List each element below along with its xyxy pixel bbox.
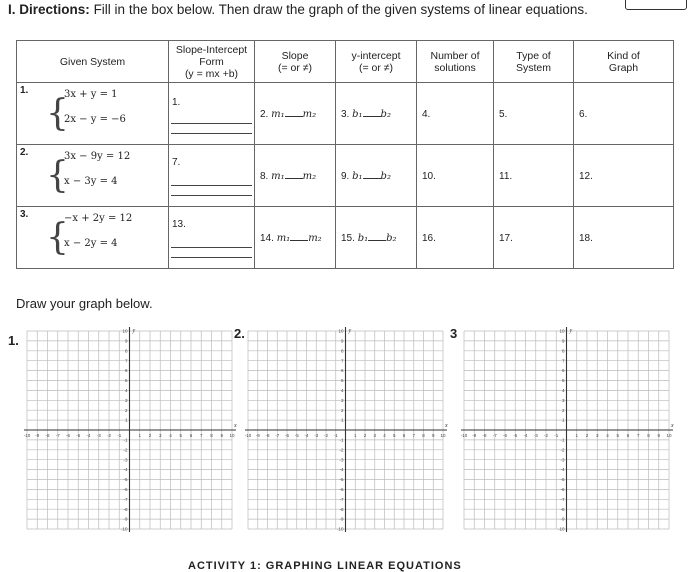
x-tick-label: -7 — [492, 433, 497, 438]
directions-number: I. — [8, 2, 16, 17]
y-tick-label: 9 — [561, 338, 565, 344]
header-line: Given System — [59, 55, 126, 68]
x-tick-label: -8 — [482, 433, 487, 438]
x-tick-label: 9 — [220, 433, 224, 438]
coordinate-grid-1[interactable] — [23, 328, 237, 532]
directions-bold: Directions: — [19, 2, 90, 17]
row-number: 3. — [20, 209, 29, 220]
header-given-system — [17, 41, 169, 83]
y-axis-label: y — [569, 328, 573, 334]
x-tick-label: 6 — [402, 433, 406, 438]
answer-line[interactable] — [171, 185, 252, 186]
y-axis-label: y — [348, 328, 352, 334]
header-line: Slope-Intercept — [175, 43, 248, 56]
y-tick-label: 2 — [340, 407, 344, 413]
x-axis-label: x — [671, 423, 674, 429]
coordinate-grid-2[interactable] — [244, 328, 448, 532]
y-tick-label: 9 — [340, 338, 344, 344]
y-tick-label: 8 — [124, 348, 128, 354]
x-tick-label: 10 — [229, 433, 235, 438]
header-line: System — [515, 61, 551, 74]
score-box — [625, 0, 687, 10]
x-tick-label: -2 — [323, 433, 329, 438]
x-tick-label: -3 — [96, 433, 101, 438]
x-tick-label: -9 — [255, 433, 260, 438]
y-tick-label: 5 — [561, 378, 565, 384]
x-axis-label: x — [445, 423, 448, 429]
x-tick-label: -5 — [513, 433, 518, 438]
item-number: 7. — [172, 157, 181, 168]
item-number: 1. — [172, 97, 181, 108]
x-tick-label: -2 — [543, 433, 549, 438]
y-tick-label: -6 — [339, 487, 344, 492]
blank-field[interactable] — [368, 240, 386, 241]
y-tick-label: -4 — [123, 467, 128, 473]
blank-field[interactable] — [363, 116, 381, 117]
header-line: Kind of — [607, 49, 640, 62]
draw-caption: Draw your graph below. — [16, 296, 153, 311]
item-number: 18. — [579, 233, 593, 244]
y-tick-label: 6 — [124, 368, 128, 374]
graph-1-label: 1. — [8, 333, 19, 348]
x-tick-label: -4 — [86, 433, 91, 438]
header-type-of-system — [494, 41, 574, 83]
x-tick-label: -8 — [45, 433, 50, 438]
header-line: Number of — [430, 49, 480, 62]
systems-table — [16, 40, 674, 269]
slope-intercept-cell[interactable] — [169, 207, 255, 269]
y-tick-label: -6 — [123, 487, 128, 492]
graph-3-label: 3 — [450, 326, 458, 341]
x-tick-label: 7 — [412, 433, 416, 438]
given-system-cell — [17, 207, 169, 269]
y-tick-label: -10 — [557, 526, 565, 532]
x-tick-label: 10 — [440, 433, 446, 438]
y-tick-label: 3 — [561, 397, 565, 403]
x-tick-label: 4 — [169, 433, 172, 438]
table-row — [17, 207, 674, 269]
row-number: 2. — [20, 147, 29, 158]
equation-2: x − 2y = 4 — [64, 238, 118, 249]
x-tick-label: 4 — [606, 433, 609, 438]
x-tick-label: -10 — [244, 433, 252, 438]
x-tick-label: 8 — [647, 433, 650, 438]
x-tick-label: 2 — [585, 433, 589, 438]
given-system-cell — [17, 83, 169, 145]
activity-title: ACTIVITY 1: GRAPHING LINEAR EQUATIONS — [188, 560, 462, 572]
table-header-row — [17, 41, 674, 83]
x-tick-label: 6 — [626, 433, 630, 438]
x-tick-label: 7 — [199, 433, 203, 438]
y-tick-label: -9 — [339, 516, 344, 522]
blank-field[interactable] — [285, 116, 303, 117]
y-tick-label: 4 — [561, 388, 565, 393]
x-tick-label: 5 — [616, 433, 620, 438]
y-tick-label: 2 — [561, 407, 565, 413]
y-tick-label: 7 — [561, 358, 565, 364]
y-tick-label: -8 — [339, 506, 344, 512]
header-slope-intercept — [169, 41, 255, 83]
kind-cell[interactable] — [574, 83, 674, 145]
type-cell[interactable] — [494, 207, 574, 269]
y-tick-label: 9 — [124, 338, 128, 344]
x-tick-label: 3 — [158, 433, 162, 438]
y-tick-label: -1 — [560, 437, 565, 443]
y-tick-label: -9 — [560, 516, 565, 522]
item-number: 11. — [499, 171, 513, 182]
type-cell[interactable] — [494, 145, 574, 207]
y-tick-label: -1 — [339, 437, 344, 443]
y-tick-label: -9 — [123, 516, 128, 522]
answer-line[interactable] — [171, 195, 252, 196]
y-tick-label: 8 — [340, 348, 344, 354]
x-tick-label: -9 — [472, 433, 477, 438]
slope-intercept-cell[interactable] — [169, 145, 255, 207]
graph-2-label: 2. — [234, 326, 245, 341]
x-tick-label: -8 — [265, 433, 270, 438]
brace-symbol: { — [46, 93, 69, 134]
y-tick-label: -5 — [123, 477, 128, 483]
x-tick-label: -5 — [76, 433, 81, 438]
header-line: (= or ≠) — [277, 61, 313, 74]
y-tick-label: -10 — [336, 526, 344, 532]
solutions-cell[interactable] — [417, 145, 494, 207]
x-tick-label: -7 — [275, 433, 280, 438]
x-tick-label: -6 — [502, 433, 508, 438]
slope-compare: 14. m₁ m₂ — [260, 233, 322, 244]
x-tick-label: -1 — [117, 433, 122, 438]
equation-1: 3x − 9y = 12 — [64, 151, 131, 162]
y-tick-label: -2 — [339, 447, 344, 453]
y-tick-label: 7 — [124, 358, 128, 364]
intercept-compare: 15. b₁ b₂ — [341, 233, 397, 244]
x-tick-label: 6 — [189, 433, 193, 438]
item-number: 10. — [422, 171, 436, 182]
x-tick-label: -5 — [294, 433, 299, 438]
equation-1: −x + 2y = 12 — [64, 213, 133, 224]
x-tick-label: -4 — [304, 433, 309, 438]
slope-cell[interactable] — [255, 207, 336, 269]
item-number: 13. — [172, 219, 186, 230]
item-number: 5. — [499, 109, 508, 120]
y-tick-label: -7 — [123, 496, 128, 502]
y-tick-label: 6 — [340, 368, 344, 374]
equation-2: 2x − y = −6 — [64, 114, 126, 125]
y-tick-label: -2 — [123, 447, 128, 453]
item-number: 4. — [422, 109, 431, 120]
row-number: 1. — [20, 85, 29, 96]
blank-field[interactable] — [290, 240, 308, 241]
brace-symbol: { — [46, 155, 69, 196]
x-tick-label: 5 — [392, 433, 396, 438]
answer-line[interactable] — [171, 123, 252, 124]
y-tick-label: -8 — [123, 506, 128, 512]
y-tick-label: 2 — [124, 407, 128, 413]
x-tick-label: -1 — [333, 433, 338, 438]
type-cell[interactable] — [494, 83, 574, 145]
y-tick-label: -6 — [560, 487, 565, 492]
y-intercept-cell[interactable] — [336, 145, 417, 207]
y-tick-label: 1 — [124, 417, 128, 423]
header-line: solutions — [434, 61, 476, 74]
header-line: Graph — [608, 61, 639, 74]
x-tick-label: 5 — [179, 433, 183, 438]
y-tick-label: -7 — [339, 496, 344, 502]
header-y-intercept — [336, 41, 417, 83]
item-number: 6. — [579, 109, 588, 120]
given-system-cell — [17, 145, 169, 207]
header-line: (= or ≠) — [358, 61, 394, 74]
x-tick-label: 9 — [657, 433, 661, 438]
y-intercept-cell[interactable] — [336, 83, 417, 145]
x-tick-label: 8 — [422, 433, 425, 438]
x-tick-label: 3 — [595, 433, 599, 438]
x-tick-label: -10 — [460, 433, 468, 438]
answer-line[interactable] — [171, 133, 252, 134]
y-tick-label: -4 — [339, 467, 344, 473]
header-kind-of-graph — [574, 41, 674, 83]
solutions-cell[interactable] — [417, 207, 494, 269]
y-intercept-cell[interactable] — [336, 207, 417, 269]
y-tick-label: 6 — [561, 368, 565, 374]
intercept-compare: 3. b₁ b₂ — [341, 109, 391, 120]
x-tick-label: 1 — [138, 433, 142, 438]
x-tick-label: -3 — [314, 433, 319, 438]
item-number: 17. — [499, 233, 513, 244]
x-tick-label: 1 — [575, 433, 579, 438]
y-tick-label: -7 — [560, 496, 565, 502]
x-axis-label: x — [234, 423, 237, 429]
x-tick-label: -6 — [284, 433, 290, 438]
x-tick-label: 1 — [353, 433, 357, 438]
y-tick-label: 1 — [340, 417, 344, 423]
y-tick-label: 7 — [340, 358, 344, 364]
x-tick-label: 4 — [383, 433, 386, 438]
x-tick-label: 8 — [210, 433, 213, 438]
x-tick-label: -9 — [35, 433, 40, 438]
blank-field[interactable] — [363, 178, 381, 179]
x-tick-label: -2 — [106, 433, 112, 438]
y-tick-label: 3 — [124, 397, 128, 403]
header-slope — [255, 41, 336, 83]
y-tick-label: 10 — [338, 328, 344, 334]
header-line: (y = mx +b) — [184, 67, 239, 80]
y-axis-label: y — [132, 328, 136, 334]
answer-line[interactable] — [171, 247, 252, 248]
header-line: Form — [199, 55, 224, 68]
x-tick-label: -6 — [65, 433, 71, 438]
y-tick-label: -3 — [560, 457, 565, 463]
x-tick-label: -10 — [23, 433, 31, 438]
y-tick-label: 8 — [561, 348, 565, 354]
blank-field[interactable] — [285, 178, 303, 179]
intercept-compare: 9. b₁ b₂ — [341, 171, 391, 182]
equation-2: x − 3y = 4 — [64, 176, 118, 187]
x-tick-label: 3 — [373, 433, 377, 438]
slope-cell[interactable] — [255, 83, 336, 145]
x-tick-label: 9 — [431, 433, 435, 438]
x-tick-label: 2 — [148, 433, 152, 438]
x-tick-label: -7 — [55, 433, 60, 438]
kind-cell[interactable] — [574, 145, 674, 207]
directions-text: Fill in the box below. Then draw the graph of the given systems of linear equations. — [93, 2, 588, 17]
answer-line[interactable] — [171, 257, 252, 258]
slope-cell[interactable] — [255, 145, 336, 207]
y-tick-label: -5 — [560, 477, 565, 483]
slope-intercept-cell[interactable] — [169, 83, 255, 145]
brace-symbol: { — [46, 217, 69, 258]
x-tick-label: 10 — [666, 433, 672, 438]
kind-cell[interactable] — [574, 207, 674, 269]
y-tick-label: -2 — [560, 447, 565, 453]
table-row — [17, 83, 674, 145]
solutions-cell[interactable] — [417, 83, 494, 145]
table-row — [17, 145, 674, 207]
x-tick-label: 7 — [636, 433, 640, 438]
y-tick-label: -5 — [339, 477, 344, 483]
coordinate-grid-3[interactable] — [460, 328, 674, 532]
header-number-of-solutions — [417, 41, 494, 83]
equation-1: 3x + y = 1 — [64, 89, 118, 100]
x-tick-label: -3 — [533, 433, 538, 438]
y-tick-label: 10 — [559, 328, 565, 334]
y-tick-label: -3 — [123, 457, 128, 463]
slope-compare: 2. m₁ m₂ — [260, 109, 317, 120]
x-tick-label: -1 — [554, 433, 559, 438]
y-tick-label: 10 — [122, 328, 128, 334]
x-tick-label: -4 — [523, 433, 528, 438]
y-tick-label: 1 — [561, 417, 565, 423]
y-tick-label: 5 — [124, 378, 128, 384]
directions — [8, 2, 588, 17]
slope-compare: 8. m₁ m₂ — [260, 171, 317, 182]
x-tick-label: 2 — [363, 433, 367, 438]
y-tick-label: -1 — [123, 437, 128, 443]
item-number: 12. — [579, 171, 593, 182]
y-tick-label: 4 — [340, 388, 344, 393]
y-tick-label: -4 — [560, 467, 565, 473]
header-line: Slope — [281, 49, 309, 62]
header-line: Type of — [516, 49, 551, 62]
y-tick-label: -3 — [339, 457, 344, 463]
item-number: 16. — [422, 233, 436, 244]
y-tick-label: -8 — [560, 506, 565, 512]
header-line: y-intercept — [351, 49, 401, 62]
y-tick-label: 3 — [340, 397, 344, 403]
y-tick-label: 5 — [340, 378, 344, 384]
y-tick-label: -10 — [120, 526, 128, 532]
y-tick-label: 4 — [124, 388, 128, 393]
